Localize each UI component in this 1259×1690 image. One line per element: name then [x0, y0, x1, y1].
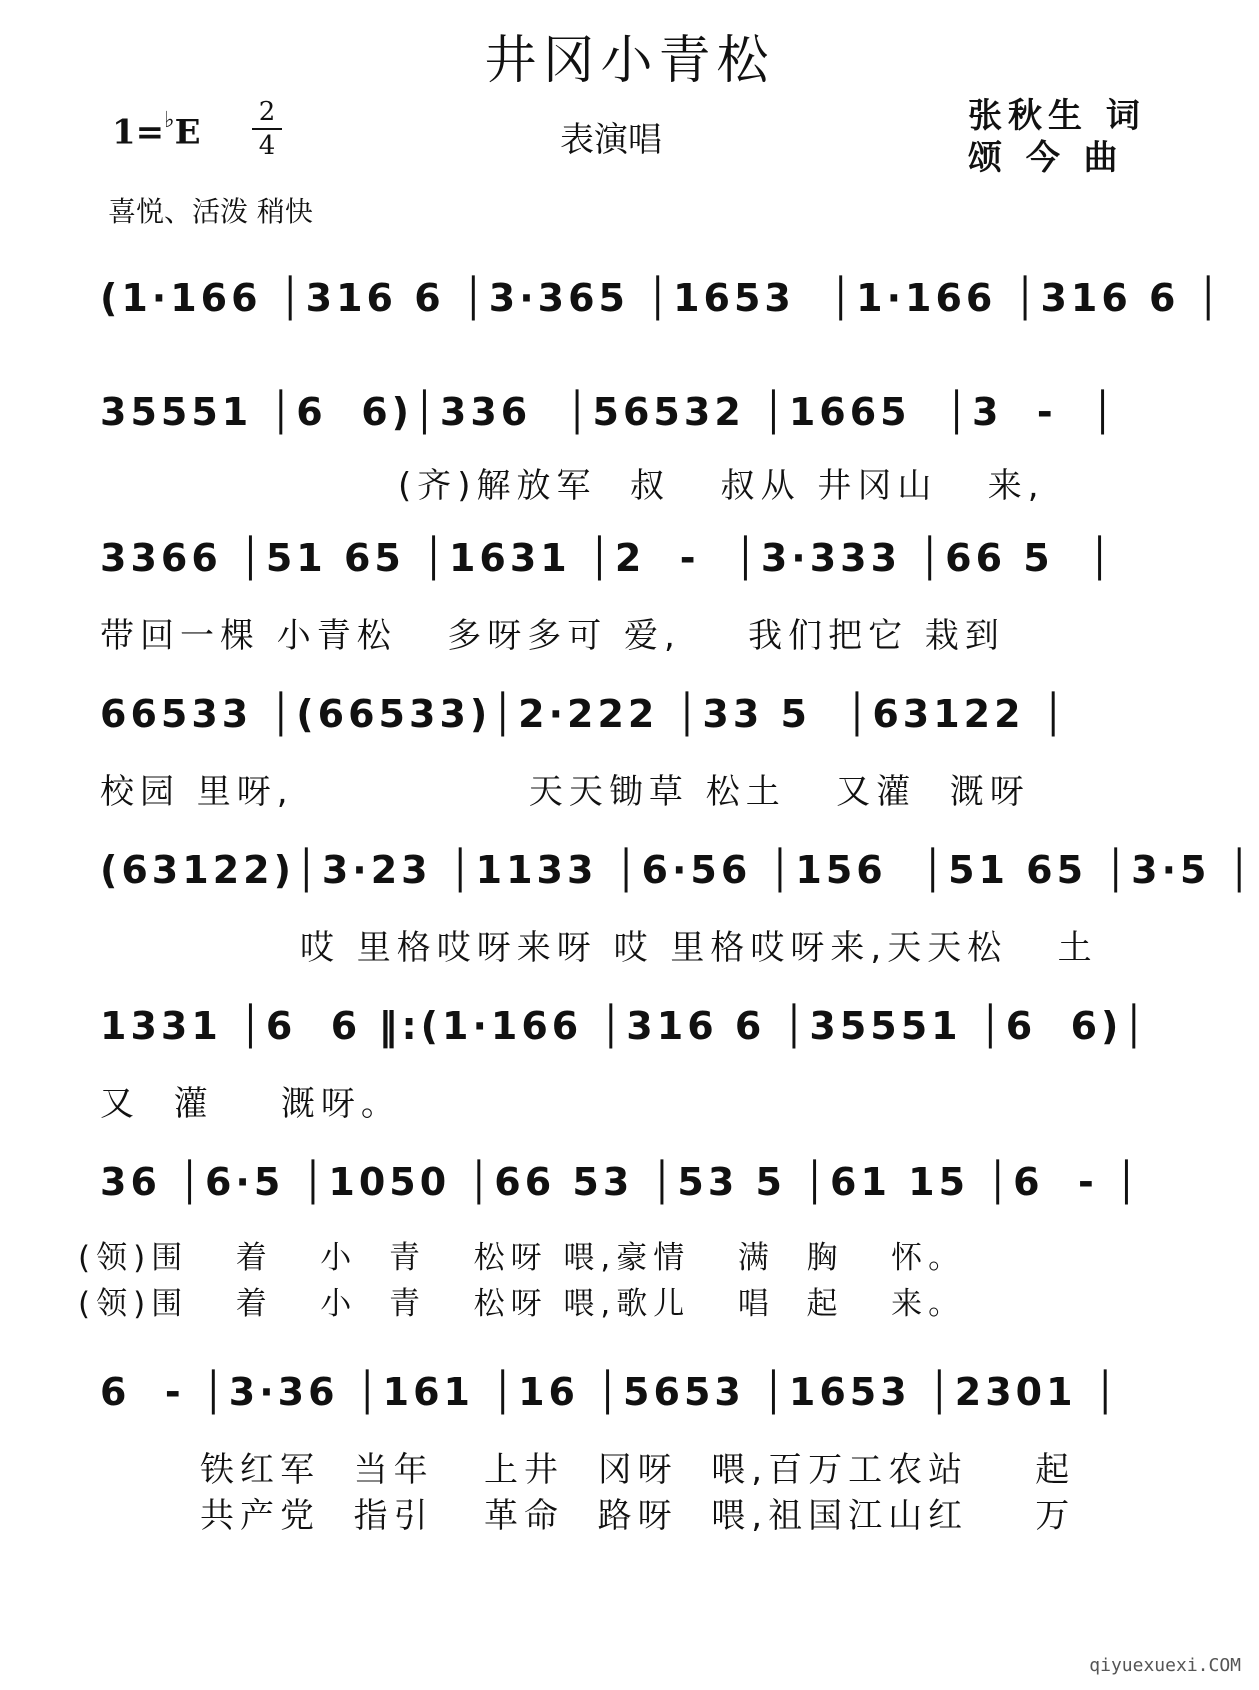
performance-style: 表演唱: [560, 120, 662, 160]
flat-sign: ♭: [164, 108, 175, 133]
notation-line: (63122)│3·23 │1133 │6·56 │156 │51 65 │3·5 │: [100, 848, 1255, 892]
key-one: 1: [112, 112, 136, 153]
lyric-line: (领)围 着 小 青 松呀 喂,歌儿 唱 起 来。: [78, 1286, 966, 1322]
notation-line: 6 - │3·36 │161 │16 │5653 │1653 │2301 │: [100, 1370, 1121, 1414]
lyric-line: 校园 里呀, 天天锄草 松土 又灌 溉呀: [100, 772, 1030, 812]
notation-line: 35551 │6 6)│336 │56532 │1665 │3 - │: [100, 390, 1118, 434]
notation-line: 36 │6·5 │1050 │66 53 │53 5 │61 15 │6 - │: [100, 1160, 1142, 1204]
lyric-line: 哎 里格哎呀来呀 哎 里格哎呀来,天天松 土: [300, 928, 1098, 968]
time-signature: [252, 98, 282, 160]
lyric-line: 又 灌 溉呀。: [100, 1084, 401, 1124]
notation-line: 3366 │51 65 │1631 │2 - │3·333 │66 5 │: [100, 536, 1116, 580]
lyric-line: 铁红军 当年 上井 冈呀 喂,百万工农站 起: [200, 1450, 1076, 1490]
lyric-line: (齐)解放军 叔 叔从 井冈山 来,: [398, 466, 1045, 506]
key-letter: E: [174, 112, 201, 153]
song-title: 井冈小青松: [484, 31, 775, 91]
tempo-marking: 喜悦、活泼 稍快: [108, 195, 313, 228]
key-signature: [112, 108, 201, 153]
lyric-line: 带回一棵 小青松 多呀多可 爱, 我们把它 栽到: [100, 616, 1005, 656]
watermark: qiyuexuexi.COM: [1089, 1655, 1241, 1676]
time-bottom: 4: [258, 131, 276, 161]
lyric-line: (领)围 着 小 青 松呀 喂,豪情 满 胸 怀。: [78, 1240, 966, 1276]
composer-credit: 颂 今 曲: [968, 138, 1124, 178]
notation-line: 66533 │(66533)│2·222 │33 5 │63122 │: [100, 692, 1069, 736]
time-top: 2: [258, 97, 276, 127]
notation-line: (1·166 │316 6 │3·365 │1653 │1·166 │316 6 │: [100, 276, 1224, 320]
key-eq: =: [135, 112, 165, 153]
lyric-line: 共产党 指引 革命 路呀 喂,祖国江山红 万: [200, 1496, 1076, 1536]
lyricist-credit: 张秋生 词: [968, 96, 1146, 136]
notation-line: 1331 │6 6 ‖:(1·166 │316 6 │35551 │6 6)│: [100, 1004, 1150, 1048]
